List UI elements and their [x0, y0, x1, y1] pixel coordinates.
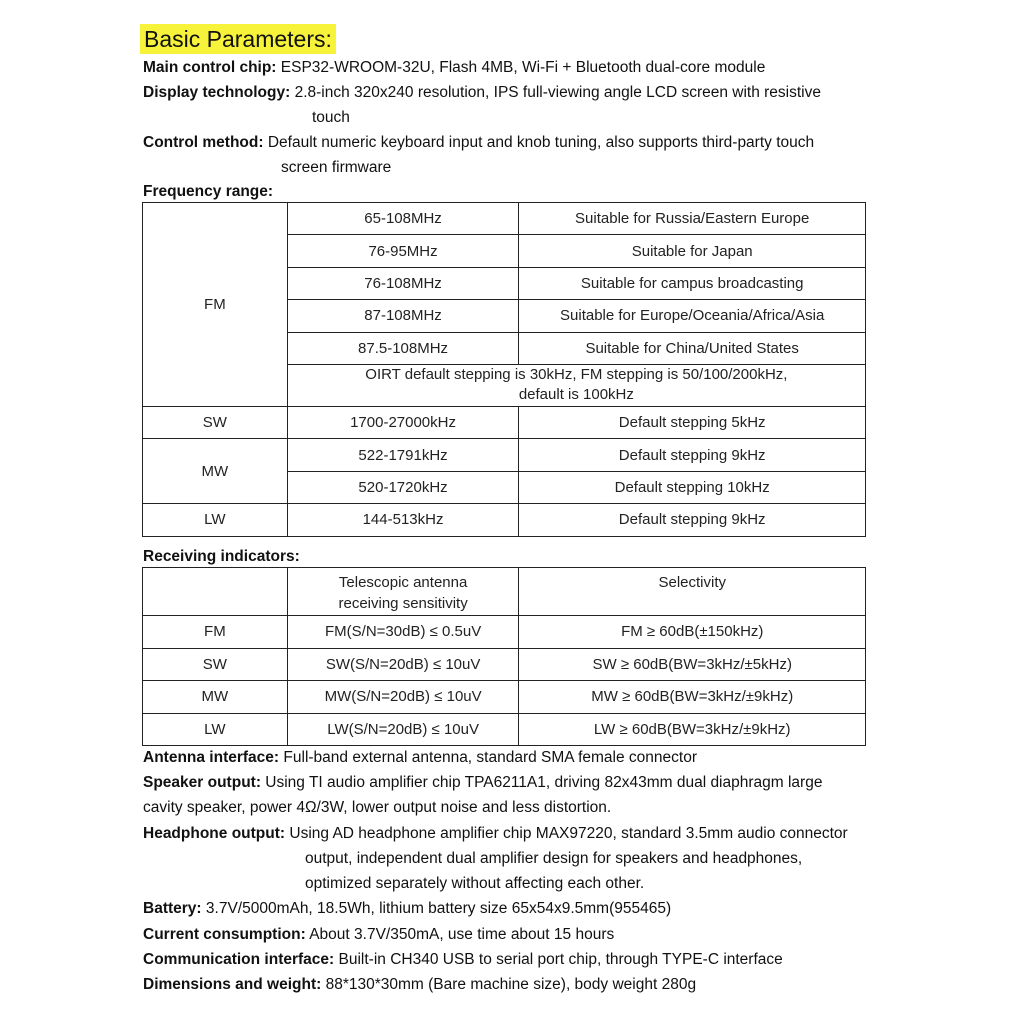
range-cell: 87.5-108MHz	[287, 332, 519, 364]
spec-label: Speaker output:	[143, 774, 261, 791]
spec-headphone-cont1: output, independent dual amplifier design for speakers and headphones,	[305, 850, 803, 867]
note-cell: Suitable for China/United States	[519, 332, 866, 364]
spec-label: Communication interface:	[143, 951, 335, 968]
band-cell: SW	[143, 648, 288, 681]
section-title: Basic Parameters:	[140, 24, 336, 54]
spec-label: Current consumption:	[143, 926, 306, 943]
table-row	[143, 681, 866, 714]
spec-label: Main control chip:	[143, 59, 277, 76]
sensitivity-cell: LW(S/N=20dB) ≤ 10uV	[287, 713, 519, 746]
band-cell: LW	[143, 504, 288, 536]
range-cell: 1700-27000kHz	[287, 406, 519, 438]
receiving-table	[142, 567, 866, 746]
spec-communication	[143, 947, 783, 972]
frequency-heading: Frequency range:	[143, 183, 274, 200]
spec-label: Display technology:	[143, 84, 291, 101]
selectivity-cell: FM ≥ 60dB(±150kHz)	[519, 616, 866, 649]
header-sens-line2: receiving sensitivity	[338, 595, 468, 612]
spec-value: Default numeric keyboard input and knob tuning, also supports third-party touch	[267, 134, 815, 151]
table-row	[143, 504, 866, 536]
spec-value: 2.8-inch 320x240 resolution, IPS full-viewing angle LCD screen with resistive	[294, 84, 821, 101]
note-cell: Suitable for Japan	[519, 235, 866, 267]
band-cell: LW	[143, 713, 288, 746]
note-cell: Default stepping 9kHz	[519, 439, 866, 471]
spec-dimensions	[143, 972, 696, 997]
sensitivity-cell: FM(S/N=30dB) ≤ 0.5uV	[287, 616, 519, 649]
table-row	[143, 713, 866, 746]
band-cell: MW	[143, 681, 288, 714]
range-cell: 520-1720kHz	[287, 471, 519, 503]
note-cell: Default stepping 5kHz	[519, 406, 866, 438]
table-row	[143, 439, 866, 471]
spec-value: Built-in CH340 USB to serial port chip, through TYPE-C interface	[338, 951, 783, 968]
note-cell: Suitable for Europe/Oceania/Africa/Asia	[519, 300, 866, 332]
selectivity-cell: LW ≥ 60dB(BW=3kHz/±9kHz)	[519, 713, 866, 746]
band-cell: FM	[143, 203, 288, 407]
spec-current	[143, 922, 614, 947]
spec-speaker	[143, 770, 822, 795]
range-cell: 76-95MHz	[287, 235, 519, 267]
spec-value: Using TI audio amplifier chip TPA6211A1, driving 82x43mm dual diaphragm large	[265, 774, 823, 791]
range-cell: 65-108MHz	[287, 203, 519, 235]
spec-value: Using AD headphone amplifier chip MAX97220, standard 3.5mm audio connector	[289, 825, 848, 842]
spec-label: Headphone output:	[143, 825, 286, 842]
range-cell: 76-108MHz	[287, 267, 519, 299]
spec-value: About 3.7V/350mA, use time about 15 hours	[309, 926, 615, 943]
spec-control-method	[143, 130, 814, 155]
fm-stepping-note	[287, 364, 865, 406]
spec-display	[143, 80, 821, 105]
spec-label: Antenna interface:	[143, 749, 280, 766]
header-selectivity-cell: Selectivity	[519, 568, 866, 616]
range-cell: 144-513kHz	[287, 504, 519, 536]
spec-headphone	[143, 821, 848, 846]
spec-display-cont: touch	[312, 109, 350, 126]
band-cell: SW	[143, 406, 288, 438]
spec-battery	[143, 896, 671, 921]
frequency-table	[142, 202, 866, 537]
spec-value: 3.7V/5000mAh, 18.5Wh, lithium battery size 65x54x9.5mm(955465)	[205, 900, 672, 917]
table-row	[143, 406, 866, 438]
receiving-heading: Receiving indicators:	[143, 548, 300, 565]
spec-antenna	[143, 745, 697, 770]
band-cell: FM	[143, 616, 288, 649]
band-cell: MW	[143, 439, 288, 504]
note-cell: Suitable for Russia/Eastern Europe	[519, 203, 866, 235]
table-header-row	[143, 568, 866, 616]
table-row	[143, 203, 866, 235]
header-sens-line1: Telescopic antenna	[338, 574, 468, 591]
selectivity-cell: SW ≥ 60dB(BW=3kHz/±5kHz)	[519, 648, 866, 681]
header-sensitivity-cell	[287, 568, 519, 616]
table-row	[143, 616, 866, 649]
table-row	[143, 648, 866, 681]
spec-headphone-cont2: optimized separately without affecting each other.	[305, 875, 645, 892]
fm-stepping-line1: OIRT default stepping is 30kHz, FM stepping is 50/100/200kHz,	[365, 366, 788, 384]
spec-label: Control method:	[143, 134, 264, 151]
spec-value: 88*130*30mm (Bare machine size), body weight 280g	[325, 976, 697, 993]
spec-label: Battery:	[143, 900, 202, 917]
note-cell: Default stepping 9kHz	[519, 504, 866, 536]
range-cell: 87-108MHz	[287, 300, 519, 332]
sensitivity-cell: SW(S/N=20dB) ≤ 10uV	[287, 648, 519, 681]
note-cell: Default stepping 10kHz	[519, 471, 866, 503]
selectivity-cell: MW ≥ 60dB(BW=3kHz/±9kHz)	[519, 681, 866, 714]
spec-value: Full-band external antenna, standard SMA female connector	[283, 749, 697, 766]
note-cell: Suitable for campus broadcasting	[519, 267, 866, 299]
spec-control-method-cont: screen firmware	[281, 159, 392, 176]
spec-label: Dimensions and weight:	[143, 976, 322, 993]
header-band-cell	[143, 568, 288, 616]
spec-value: ESP32-WROOM-32U, Flash 4MB, Wi-Fi + Bluetooth dual-core module	[280, 59, 766, 76]
sensitivity-cell: MW(S/N=20dB) ≤ 10uV	[287, 681, 519, 714]
spec-speaker-cont: cavity speaker, power 4Ω/3W, lower output noise and less distortion.	[143, 799, 612, 816]
range-cell: 522-1791kHz	[287, 439, 519, 471]
spec-main-chip	[143, 55, 765, 80]
fm-stepping-line2: default is 100kHz	[518, 386, 634, 404]
